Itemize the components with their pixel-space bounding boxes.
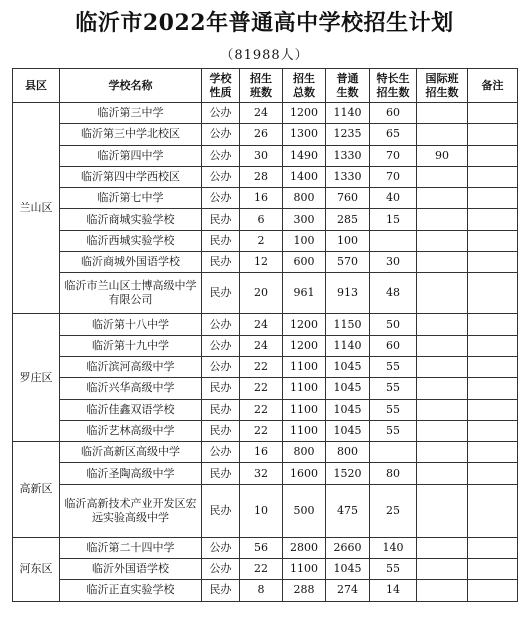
total-cell: 1200 — [283, 335, 326, 356]
intl-cell — [417, 484, 468, 537]
classes-cell: 8 — [240, 580, 283, 601]
school-cell: 临沂滨河高级中学 — [60, 356, 202, 377]
regular-cell: 274 — [326, 580, 370, 601]
regular-cell: 760 — [326, 188, 370, 209]
special-cell: 55 — [370, 559, 417, 580]
nature-cell: 民办 — [202, 399, 240, 420]
school-cell: 临沂第四中学 — [60, 145, 202, 166]
nature-cell: 民办 — [202, 463, 240, 484]
intl-cell — [417, 252, 468, 273]
nature-cell: 公办 — [202, 188, 240, 209]
intl-cell — [417, 188, 468, 209]
regular-cell: 1235 — [326, 124, 370, 145]
classes-cell: 28 — [240, 166, 283, 187]
header-special: 特长生 招生数 — [370, 69, 417, 103]
intl-cell — [417, 399, 468, 420]
regular-cell: 913 — [326, 273, 370, 314]
school-cell: 临沂市兰山区士博高级中学有限公司 — [60, 273, 202, 314]
total-cell: 1100 — [283, 356, 326, 377]
intl-cell — [417, 442, 468, 463]
regular-cell: 285 — [326, 209, 370, 230]
total-cell: 1200 — [283, 103, 326, 124]
total-cell: 100 — [283, 230, 326, 251]
total-cell: 1100 — [283, 420, 326, 441]
classes-cell: 24 — [240, 103, 283, 124]
district-cell: 兰山区 — [13, 103, 60, 314]
intl-cell — [417, 103, 468, 124]
intl-cell — [417, 230, 468, 251]
school-cell: 临沂外国语学校 — [60, 559, 202, 580]
regular-cell: 475 — [326, 484, 370, 537]
note-cell — [468, 484, 518, 537]
classes-cell: 22 — [240, 420, 283, 441]
nature-cell: 民办 — [202, 273, 240, 314]
note-cell — [468, 335, 518, 356]
note-cell — [468, 463, 518, 484]
table-row — [13, 378, 518, 399]
special-cell: 40 — [370, 188, 417, 209]
table-row — [13, 166, 518, 187]
classes-cell: 56 — [240, 537, 283, 558]
table-row — [13, 463, 518, 484]
total-cell: 1600 — [283, 463, 326, 484]
intl-cell — [417, 356, 468, 377]
intl-cell — [417, 537, 468, 558]
regular-cell: 1045 — [326, 356, 370, 377]
regular-cell: 1330 — [326, 166, 370, 187]
regular-cell: 1045 — [326, 559, 370, 580]
special-cell: 55 — [370, 356, 417, 377]
classes-cell: 22 — [240, 356, 283, 377]
intl-cell: 90 — [417, 145, 468, 166]
note-cell — [468, 145, 518, 166]
intl-cell — [417, 580, 468, 601]
classes-cell: 22 — [240, 399, 283, 420]
header-note: 备注 — [468, 69, 518, 103]
total-cell: 1100 — [283, 378, 326, 399]
regular-cell: 1045 — [326, 399, 370, 420]
special-cell: 55 — [370, 378, 417, 399]
nature-cell: 公办 — [202, 356, 240, 377]
total-cell: 288 — [283, 580, 326, 601]
note-cell — [468, 230, 518, 251]
table-row — [13, 252, 518, 273]
classes-cell: 24 — [240, 335, 283, 356]
classes-cell: 10 — [240, 484, 283, 537]
classes-cell: 30 — [240, 145, 283, 166]
table-row — [13, 484, 518, 537]
nature-cell: 民办 — [202, 252, 240, 273]
intl-cell — [417, 166, 468, 187]
page-title: 临沂市2022年普通高中学校招生计划 — [75, 10, 454, 36]
regular-cell: 1150 — [326, 314, 370, 335]
classes-cell: 32 — [240, 463, 283, 484]
regular-cell: 800 — [326, 442, 370, 463]
note-cell — [468, 209, 518, 230]
school-cell: 临沂佳鑫双语学校 — [60, 399, 202, 420]
school-cell: 临沂商城外国语学校 — [60, 252, 202, 273]
total-cell: 961 — [283, 273, 326, 314]
school-cell: 临沂第四中学西校区 — [60, 166, 202, 187]
school-cell: 临沂高新区高级中学 — [60, 442, 202, 463]
total-cell: 800 — [283, 442, 326, 463]
total-cell: 800 — [283, 188, 326, 209]
special-cell — [370, 442, 417, 463]
note-cell — [468, 273, 518, 314]
note-cell — [468, 559, 518, 580]
intl-cell — [417, 559, 468, 580]
intl-cell — [417, 209, 468, 230]
note-cell — [468, 124, 518, 145]
special-cell: 55 — [370, 420, 417, 441]
table-row — [13, 273, 518, 314]
nature-cell: 公办 — [202, 537, 240, 558]
header-nature: 学校 性质 — [202, 69, 240, 103]
page-subtitle: （81988人） — [220, 48, 309, 63]
regular-cell: 1045 — [326, 420, 370, 441]
district-cell: 河东区 — [13, 537, 60, 601]
district-cell: 高新区 — [13, 442, 60, 538]
nature-cell: 公办 — [202, 559, 240, 580]
nature-cell: 民办 — [202, 420, 240, 441]
table-row — [13, 209, 518, 230]
note-cell — [468, 252, 518, 273]
note-cell — [468, 314, 518, 335]
school-cell: 临沂艺林高级中学 — [60, 420, 202, 441]
table-row — [13, 420, 518, 441]
table-row — [13, 314, 518, 335]
regular-cell: 1520 — [326, 463, 370, 484]
total-cell: 2800 — [283, 537, 326, 558]
special-cell: 25 — [370, 484, 417, 537]
note-cell — [468, 420, 518, 441]
total-cell: 1400 — [283, 166, 326, 187]
note-cell — [468, 399, 518, 420]
special-cell: 80 — [370, 463, 417, 484]
school-cell: 临沂高新技术产业开发区宏远实验高级中学 — [60, 484, 202, 537]
nature-cell: 公办 — [202, 145, 240, 166]
district-cell: 罗庄区 — [13, 314, 60, 442]
header-row — [13, 69, 518, 103]
total-cell: 1100 — [283, 399, 326, 420]
nature-cell: 民办 — [202, 209, 240, 230]
table-row — [13, 103, 518, 124]
table-row — [13, 145, 518, 166]
header-school: 学校名称 — [60, 69, 202, 103]
classes-cell: 16 — [240, 442, 283, 463]
intl-cell — [417, 463, 468, 484]
classes-cell: 20 — [240, 273, 283, 314]
special-cell: 48 — [370, 273, 417, 314]
nature-cell: 公办 — [202, 166, 240, 187]
header-total: 招生 总数 — [283, 69, 326, 103]
nature-cell: 民办 — [202, 230, 240, 251]
school-cell: 临沂第十九中学 — [60, 335, 202, 356]
table-row — [13, 188, 518, 209]
table-row — [13, 399, 518, 420]
regular-cell: 1330 — [326, 145, 370, 166]
regular-cell: 1140 — [326, 103, 370, 124]
school-cell: 临沂第三中学 — [60, 103, 202, 124]
nature-cell: 公办 — [202, 335, 240, 356]
intl-cell — [417, 314, 468, 335]
school-cell: 临沂第二十四中学 — [60, 537, 202, 558]
note-cell — [468, 188, 518, 209]
note-cell — [468, 103, 518, 124]
school-cell: 临沂商城实验学校 — [60, 209, 202, 230]
header-district: 县区 — [13, 69, 60, 103]
table-row — [13, 537, 518, 558]
regular-cell: 2660 — [326, 537, 370, 558]
special-cell: 30 — [370, 252, 417, 273]
total-cell: 1100 — [283, 559, 326, 580]
classes-cell: 26 — [240, 124, 283, 145]
classes-cell: 2 — [240, 230, 283, 251]
total-cell: 1300 — [283, 124, 326, 145]
nature-cell: 民办 — [202, 484, 240, 537]
regular-cell: 1140 — [326, 335, 370, 356]
note-cell — [468, 166, 518, 187]
special-cell: 60 — [370, 103, 417, 124]
note-cell — [468, 356, 518, 377]
special-cell: 14 — [370, 580, 417, 601]
intl-cell — [417, 124, 468, 145]
school-cell: 临沂正直实验学校 — [60, 580, 202, 601]
nature-cell: 公办 — [202, 442, 240, 463]
note-cell — [468, 537, 518, 558]
total-cell: 600 — [283, 252, 326, 273]
nature-cell: 民办 — [202, 580, 240, 601]
nature-cell: 公办 — [202, 314, 240, 335]
school-cell: 临沂第三中学北校区 — [60, 124, 202, 145]
table-row — [13, 559, 518, 580]
special-cell: 60 — [370, 335, 417, 356]
header-regular: 普通 生数 — [326, 69, 370, 103]
classes-cell: 22 — [240, 378, 283, 399]
special-cell: 55 — [370, 399, 417, 420]
intl-cell — [417, 335, 468, 356]
special-cell: 70 — [370, 166, 417, 187]
classes-cell: 24 — [240, 314, 283, 335]
school-cell: 临沂第七中学 — [60, 188, 202, 209]
regular-cell: 100 — [326, 230, 370, 251]
special-cell: 140 — [370, 537, 417, 558]
note-cell — [468, 378, 518, 399]
header-intl: 国际班 招生数 — [417, 69, 468, 103]
classes-cell: 6 — [240, 209, 283, 230]
special-cell: 50 — [370, 314, 417, 335]
intl-cell — [417, 378, 468, 399]
total-cell: 1490 — [283, 145, 326, 166]
nature-cell: 公办 — [202, 124, 240, 145]
total-cell: 1200 — [283, 314, 326, 335]
school-cell: 临沂圣陶高级中学 — [60, 463, 202, 484]
header-classes: 招生 班数 — [240, 69, 283, 103]
school-cell: 临沂兴华高级中学 — [60, 378, 202, 399]
special-cell — [370, 230, 417, 251]
table-row — [13, 335, 518, 356]
intl-cell — [417, 420, 468, 441]
note-cell — [468, 580, 518, 601]
regular-cell: 570 — [326, 252, 370, 273]
special-cell: 15 — [370, 209, 417, 230]
school-cell: 临沂西城实验学校 — [60, 230, 202, 251]
total-cell: 500 — [283, 484, 326, 537]
special-cell: 65 — [370, 124, 417, 145]
classes-cell: 16 — [240, 188, 283, 209]
total-cell: 300 — [283, 209, 326, 230]
classes-cell: 22 — [240, 559, 283, 580]
table-row — [13, 356, 518, 377]
classes-cell: 12 — [240, 252, 283, 273]
school-cell: 临沂第十八中学 — [60, 314, 202, 335]
enrollment-table — [12, 68, 518, 602]
special-cell: 70 — [370, 145, 417, 166]
intl-cell — [417, 273, 468, 314]
regular-cell: 1045 — [326, 378, 370, 399]
table-row — [13, 442, 518, 463]
nature-cell: 公办 — [202, 103, 240, 124]
table-row — [13, 124, 518, 145]
note-cell — [468, 442, 518, 463]
table-row — [13, 230, 518, 251]
table-row — [13, 580, 518, 601]
nature-cell: 民办 — [202, 378, 240, 399]
